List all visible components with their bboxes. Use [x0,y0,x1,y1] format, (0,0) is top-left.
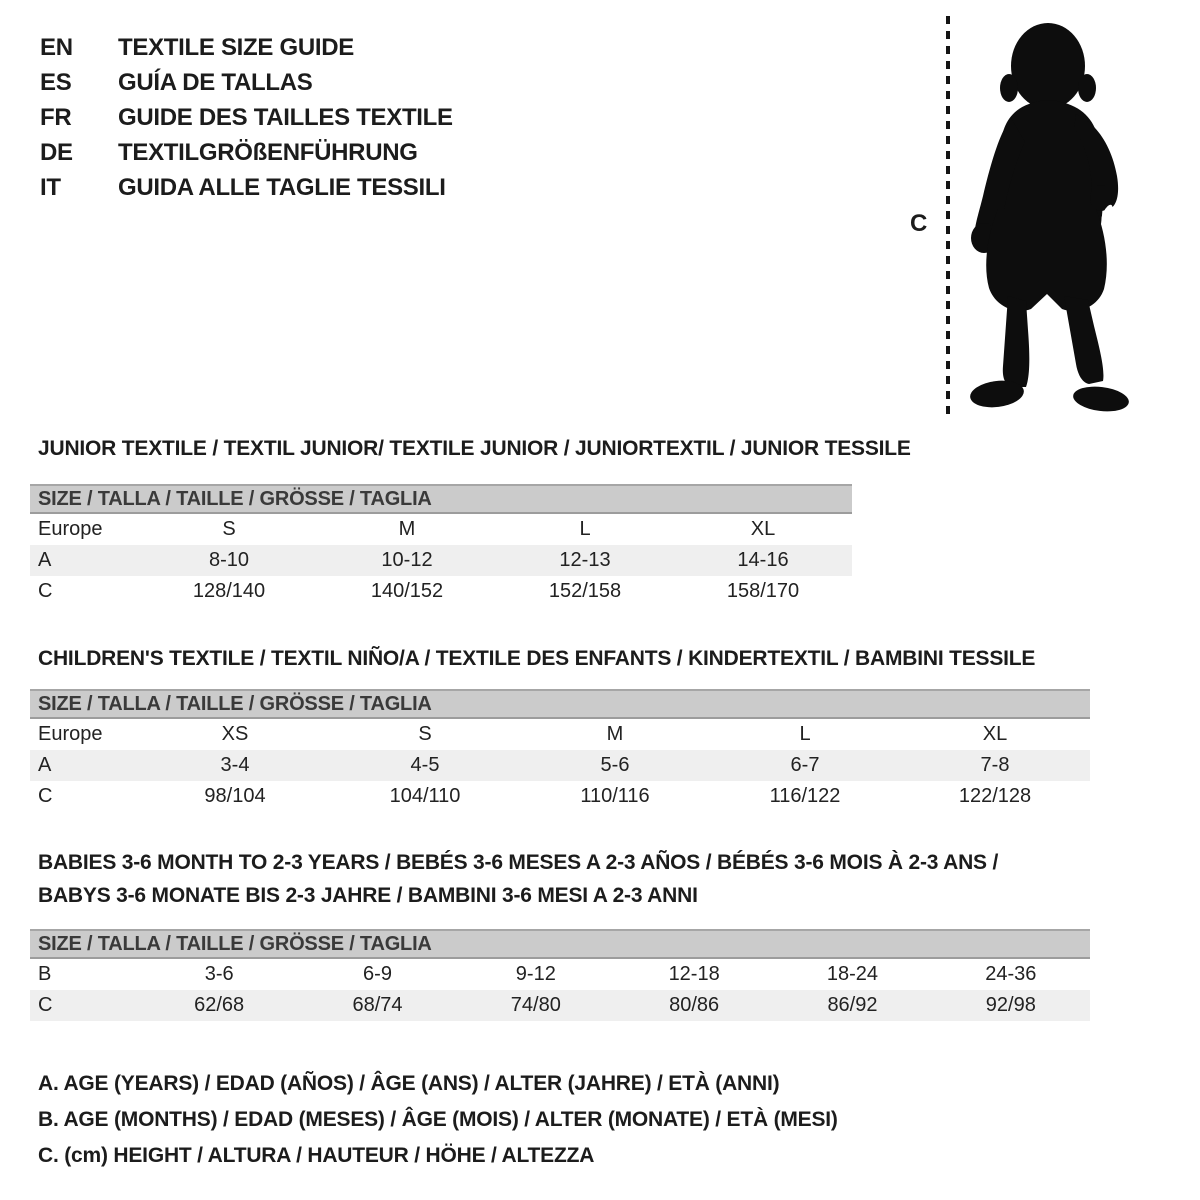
table-row [30,576,852,607]
size-cell: 74/80 [510,994,561,1016]
children-size-table [30,689,1090,812]
size-header-bar: SIZE / TALLA / TAILLE / GRÖSSE / TAGLIA [30,929,1090,959]
size-cell: 8-10 [208,549,250,571]
language-title: TEXTILGRÖßENFÜHRUNG [118,139,418,166]
babies-heading-line-1: BABIES 3-6 MONTH TO 2-3 YEARS / BEBÉS 3-6 MESES A 2-3 AÑOS / BÉBÉS 3-6 MOIS À 2-3 ANS / [38,851,999,874]
size-cell: 116/122 [769,785,841,807]
size-cell: 3-4 [220,754,250,776]
size-cell: 7-8 [980,754,1010,776]
toddler-silhouette-icon [958,14,1134,416]
size-cell: M [606,723,624,745]
row-label: Europe [38,518,103,540]
measurement-legend [38,1066,838,1174]
size-cell: 140/152 [370,580,444,602]
size-cell: 110/116 [580,785,650,807]
table-row [30,750,1090,781]
legend-line-b: B. AGE (MONTHS) / EDAD (MESES) / ÂGE (MOIS) / ALTER (MONATE) / ETÀ (MESI) [38,1108,838,1131]
size-cell: 68/74 [352,994,403,1016]
language-row-es [40,65,453,100]
language-row-it [40,170,453,205]
size-cell: 24-36 [985,963,1037,985]
junior-size-table [30,484,852,607]
size-cell: 6-7 [790,754,820,776]
language-title: TEXTILE SIZE GUIDE [118,34,354,61]
size-cell: 86/92 [827,994,878,1016]
size-cell: 128/140 [192,580,266,602]
language-code: ES [40,69,72,96]
row-label: A [38,549,52,571]
size-cell: 12-18 [668,963,720,985]
size-cell: 12-13 [559,549,611,571]
row-label: C [38,580,53,602]
size-header-bar: SIZE / TALLA / TAILLE / GRÖSSE / TAGLIA [30,484,852,514]
size-header-bar: SIZE / TALLA / TAILLE / GRÖSSE / TAGLIA [30,689,1090,719]
language-title: GUIDE DES TAILLES TEXTILE [118,104,453,131]
language-code: IT [40,174,61,201]
size-cell: 92/98 [985,994,1036,1016]
size-cell: L [799,723,811,745]
language-title: GUIDA ALLE TAGLIE TESSILI [118,174,446,201]
size-cell: 10-12 [381,549,433,571]
size-cell: 5-6 [600,754,630,776]
height-dashed-line [946,16,950,416]
size-cell: 18-24 [826,963,879,985]
size-cell: 98/104 [204,785,266,807]
row-label: C [38,994,53,1016]
size-cell: 80/86 [669,994,720,1016]
babies-heading-line-2: BABYS 3-6 MONATE BIS 2-3 JAHRE / BAMBINI 3-6 MESI A 2-3 ANNI [38,884,698,907]
language-row-fr [40,100,453,135]
size-cell: S [222,518,236,540]
size-cell: 122/128 [958,785,1032,807]
height-measure-label: C [910,210,928,237]
language-title-list [40,30,453,205]
size-cell: XS [221,723,249,745]
size-cell: 104/110 [389,785,461,807]
row-label: B [38,963,52,985]
size-cell: 158/170 [726,580,800,602]
size-cell: 9-12 [515,963,556,985]
row-label: C [38,785,53,807]
table-row [30,959,1090,990]
table-row [30,990,1090,1021]
size-cell: 14-16 [737,549,789,571]
language-code: FR [40,104,72,131]
size-cell: XL [750,518,776,540]
language-row-en [40,30,453,65]
table-row [30,719,1090,750]
size-cell: 62/68 [194,994,245,1016]
babies-section-heading [38,846,998,912]
children-section-heading: CHILDREN'S TEXTILE / TEXTIL NIÑO/A / TEXTILE DES ENFANTS / KINDERTEXTIL / BAMBINI TESSILE [38,647,1036,670]
size-cell: S [418,723,432,745]
size-cell: 3-6 [204,963,234,985]
language-code: EN [40,34,73,61]
size-cell: L [579,518,591,540]
table-row [30,514,852,545]
size-cell: 6-9 [363,963,392,985]
table-row [30,545,852,576]
language-title: GUÍA DE TALLAS [118,69,313,96]
language-code: DE [40,139,73,166]
size-cell: 152/158 [548,580,622,602]
legend-line-c: C. (cm) HEIGHT / ALTURA / HAUTEUR / HÖHE / ALTEZZA [38,1144,595,1167]
size-cell: 4-5 [410,754,440,776]
table-row [30,781,1090,812]
junior-section-heading: JUNIOR TEXTILE / TEXTIL JUNIOR/ TEXTILE JUNIOR / JUNIORTEXTIL / JUNIOR TESSILE [38,437,911,460]
row-label: A [38,754,52,776]
size-cell: XL [982,723,1008,745]
size-cell: M [398,518,416,540]
row-label: Europe [38,723,103,745]
babies-size-table [30,929,1090,1021]
legend-line-a: A. AGE (YEARS) / EDAD (AÑOS) / ÂGE (ANS) / ALTER (JAHRE) / ETÀ (ANNI) [38,1072,780,1095]
language-row-de [40,135,453,170]
